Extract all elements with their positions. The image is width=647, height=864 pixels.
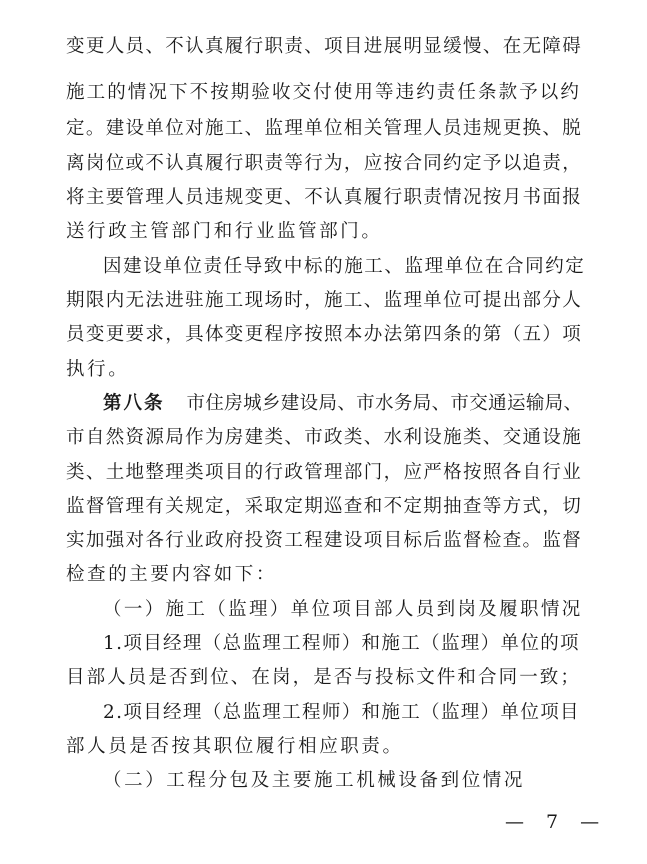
body-text-segment: 市住房城乡建设局、市水务局、市交通运输局、 (186, 393, 583, 414)
section-heading: （二）工程分包及主要施工机械设备到位情况 (103, 770, 526, 791)
body-text-line: 将主要管理人员违规变更、不认真履行职责情况按月书面报 (66, 187, 583, 208)
body-text-line: 定。建设单位对施工、监理单位相关管理人员违规更换、脱 (66, 118, 583, 139)
body-text-line: 1.项目经理（总监理工程师）和施工（监理）单位的项 (103, 633, 580, 654)
body-text-line: 检查的主要内容如下： (66, 564, 278, 585)
body-text-line: 类、土地整理类项目的行政管理部门，应严格按照各自行业 (66, 462, 583, 483)
body-text-line: 市自然资源局作为房建类、市政类、水利设施类、交通设施 (66, 427, 583, 448)
body-text-line: 施工的情况下不按期验收交付使用等违约责任条款予以约 (66, 82, 582, 103)
page-number: — 7 — (505, 811, 608, 833)
body-text-line: 送行政主管部门和行业监管部门。 (66, 221, 383, 242)
body-text-line: 实加强对各行业政府投资工程建设项目标后监督检查。监督 (66, 530, 583, 551)
body-text-line: 因建设单位责任导致中标的施工、监理单位在合同约定 (103, 256, 586, 277)
body-text-line: 离岗位或不认真履行职责等行为，应按合同约定予以追责， (66, 153, 583, 174)
body-text-line: 员变更要求，具体变更程序按照本办法第四条的第（五）项 (66, 324, 583, 345)
article-label: 第八条 (103, 393, 165, 414)
body-text-line: 执行。 (66, 359, 130, 380)
article-line (103, 391, 582, 417)
body-text-line: 期限内无法进驻施工现场时，施工、监理单位可提出部分人 (66, 290, 583, 311)
body-text-line: 2.项目经理（总监理工程师）和施工（监理）单位项目 (103, 702, 580, 723)
body-text-line: 目部人员是否到位、在岗，是否与投标文件和合同一致； (66, 667, 582, 688)
body-text-line: 变更人员、不认真履行职责、项目进展明显缓慢、在无障碍 (66, 36, 583, 57)
section-heading: （一）施工（监理）单位项目部人员到岗及履职情况 (103, 599, 583, 620)
body-text-line: 部人员是否按其职位履行相应职责。 (66, 736, 404, 757)
body-text-line: 监督管理有关规定，采取定期巡查和不定期抽查等方式，切 (66, 496, 583, 517)
